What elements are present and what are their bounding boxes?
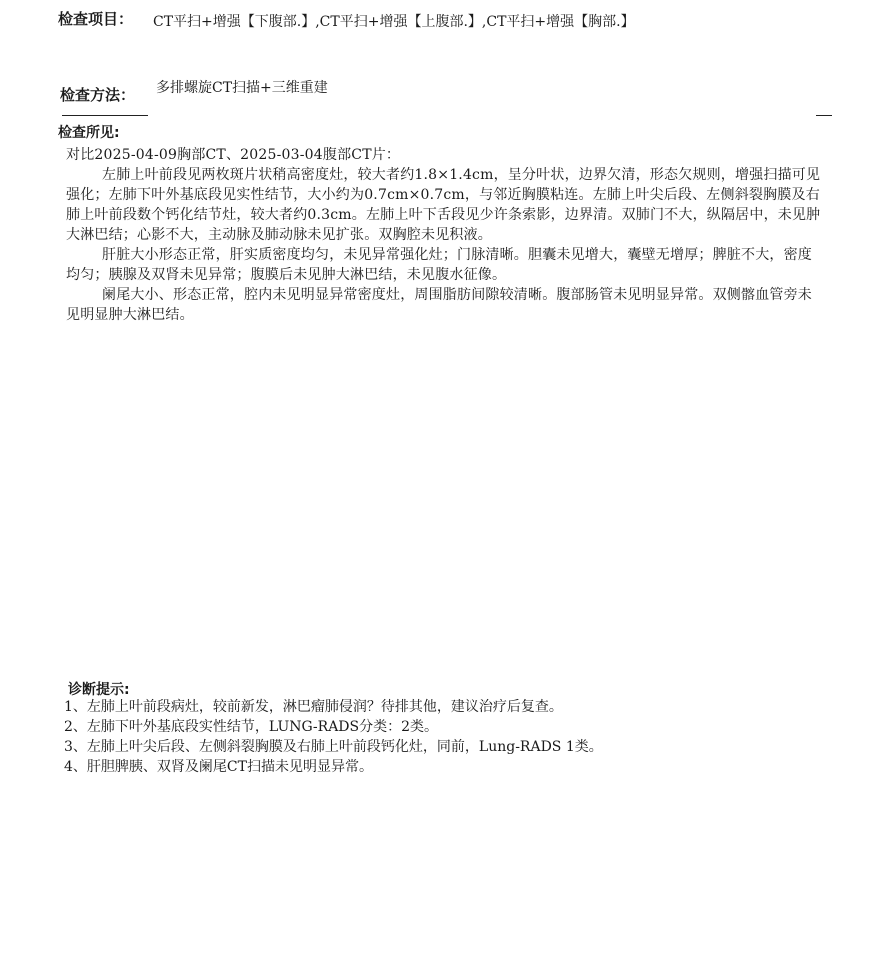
divider-right <box>816 115 832 116</box>
diagnosis-item: 2、左肺下叶外基底段实性结节，LUNG-RADS分类：2类。 <box>64 719 439 735</box>
divider-left <box>62 115 148 116</box>
findings-paragraph-chest: 左肺上叶前段见两枚斑片状稍高密度灶，较大者约1.8×1.4cm，呈分叶状，边界欠清，形态欠规则，增强扫描可见强化；左肺下叶外基底段见实性结节，大小约为0.7cm×0.7cm，与邻近胸膜粘连。左肺上叶尖后段、左侧斜裂胸膜及右肺上叶前段数个钙化结节灶，较大者约0.3cm。左肺上叶下舌段见少许条索影，边界清。双肺门不大，纵隔居中，未见肿大淋巴结；心影不大，主动脉及肺动脉未见扩张。双胸腔未见积液。 <box>66 167 821 243</box>
diagnosis-item: 3、左肺上叶尖后段、左侧斜裂胸膜及右肺上叶前段钙化灶，同前，Lung-RADS 1类。 <box>64 739 603 755</box>
diagnosis-list <box>64 697 603 777</box>
exam-items-value: CT平扫+增强【下腹部.】,CT平扫+增强【上腹部.】,CT平扫+增强【胸部.】 <box>153 14 635 30</box>
diagnosis-item: 4、肝胆脾胰、双肾及阑尾CT扫描未见明显异常。 <box>64 759 373 775</box>
findings-comparison: 对比2025-04-09胸部CT、2025-03-04腹部CT片： <box>66 147 401 163</box>
exam-method-label: 检查方法： <box>60 86 136 104</box>
exam-method-value: 多排螺旋CT扫描+三维重建 <box>156 80 328 96</box>
findings-paragraph-upper-abdomen: 肝脏大小形态正常，肝实质密度均匀，未见异常强化灶；门脉清晰。胆囊未见增大，囊壁无增厚；脾脏不大，密度均匀；胰腺及双肾未见异常；腹膜后未见肿大淋巴结，未见腹水征像。 <box>66 247 812 283</box>
diagnosis-label: 诊断提示: <box>68 682 130 698</box>
diagnosis-item: 1、左肺上叶前段病灶，较前新发，淋巴瘤肺侵润？待排其他，建议治疗后复查。 <box>64 699 563 715</box>
findings-label: 检查所见: <box>58 125 120 141</box>
exam-items-label: 检查项目： <box>58 10 134 28</box>
findings-body <box>66 145 826 325</box>
findings-paragraph-lower-abdomen: 阑尾大小、形态正常，腔内未见明显异常密度灶，周围脂肪间隙较清晰。腹部肠管未见明显异常。双侧髂血管旁未见明显肿大淋巴结。 <box>66 287 812 323</box>
